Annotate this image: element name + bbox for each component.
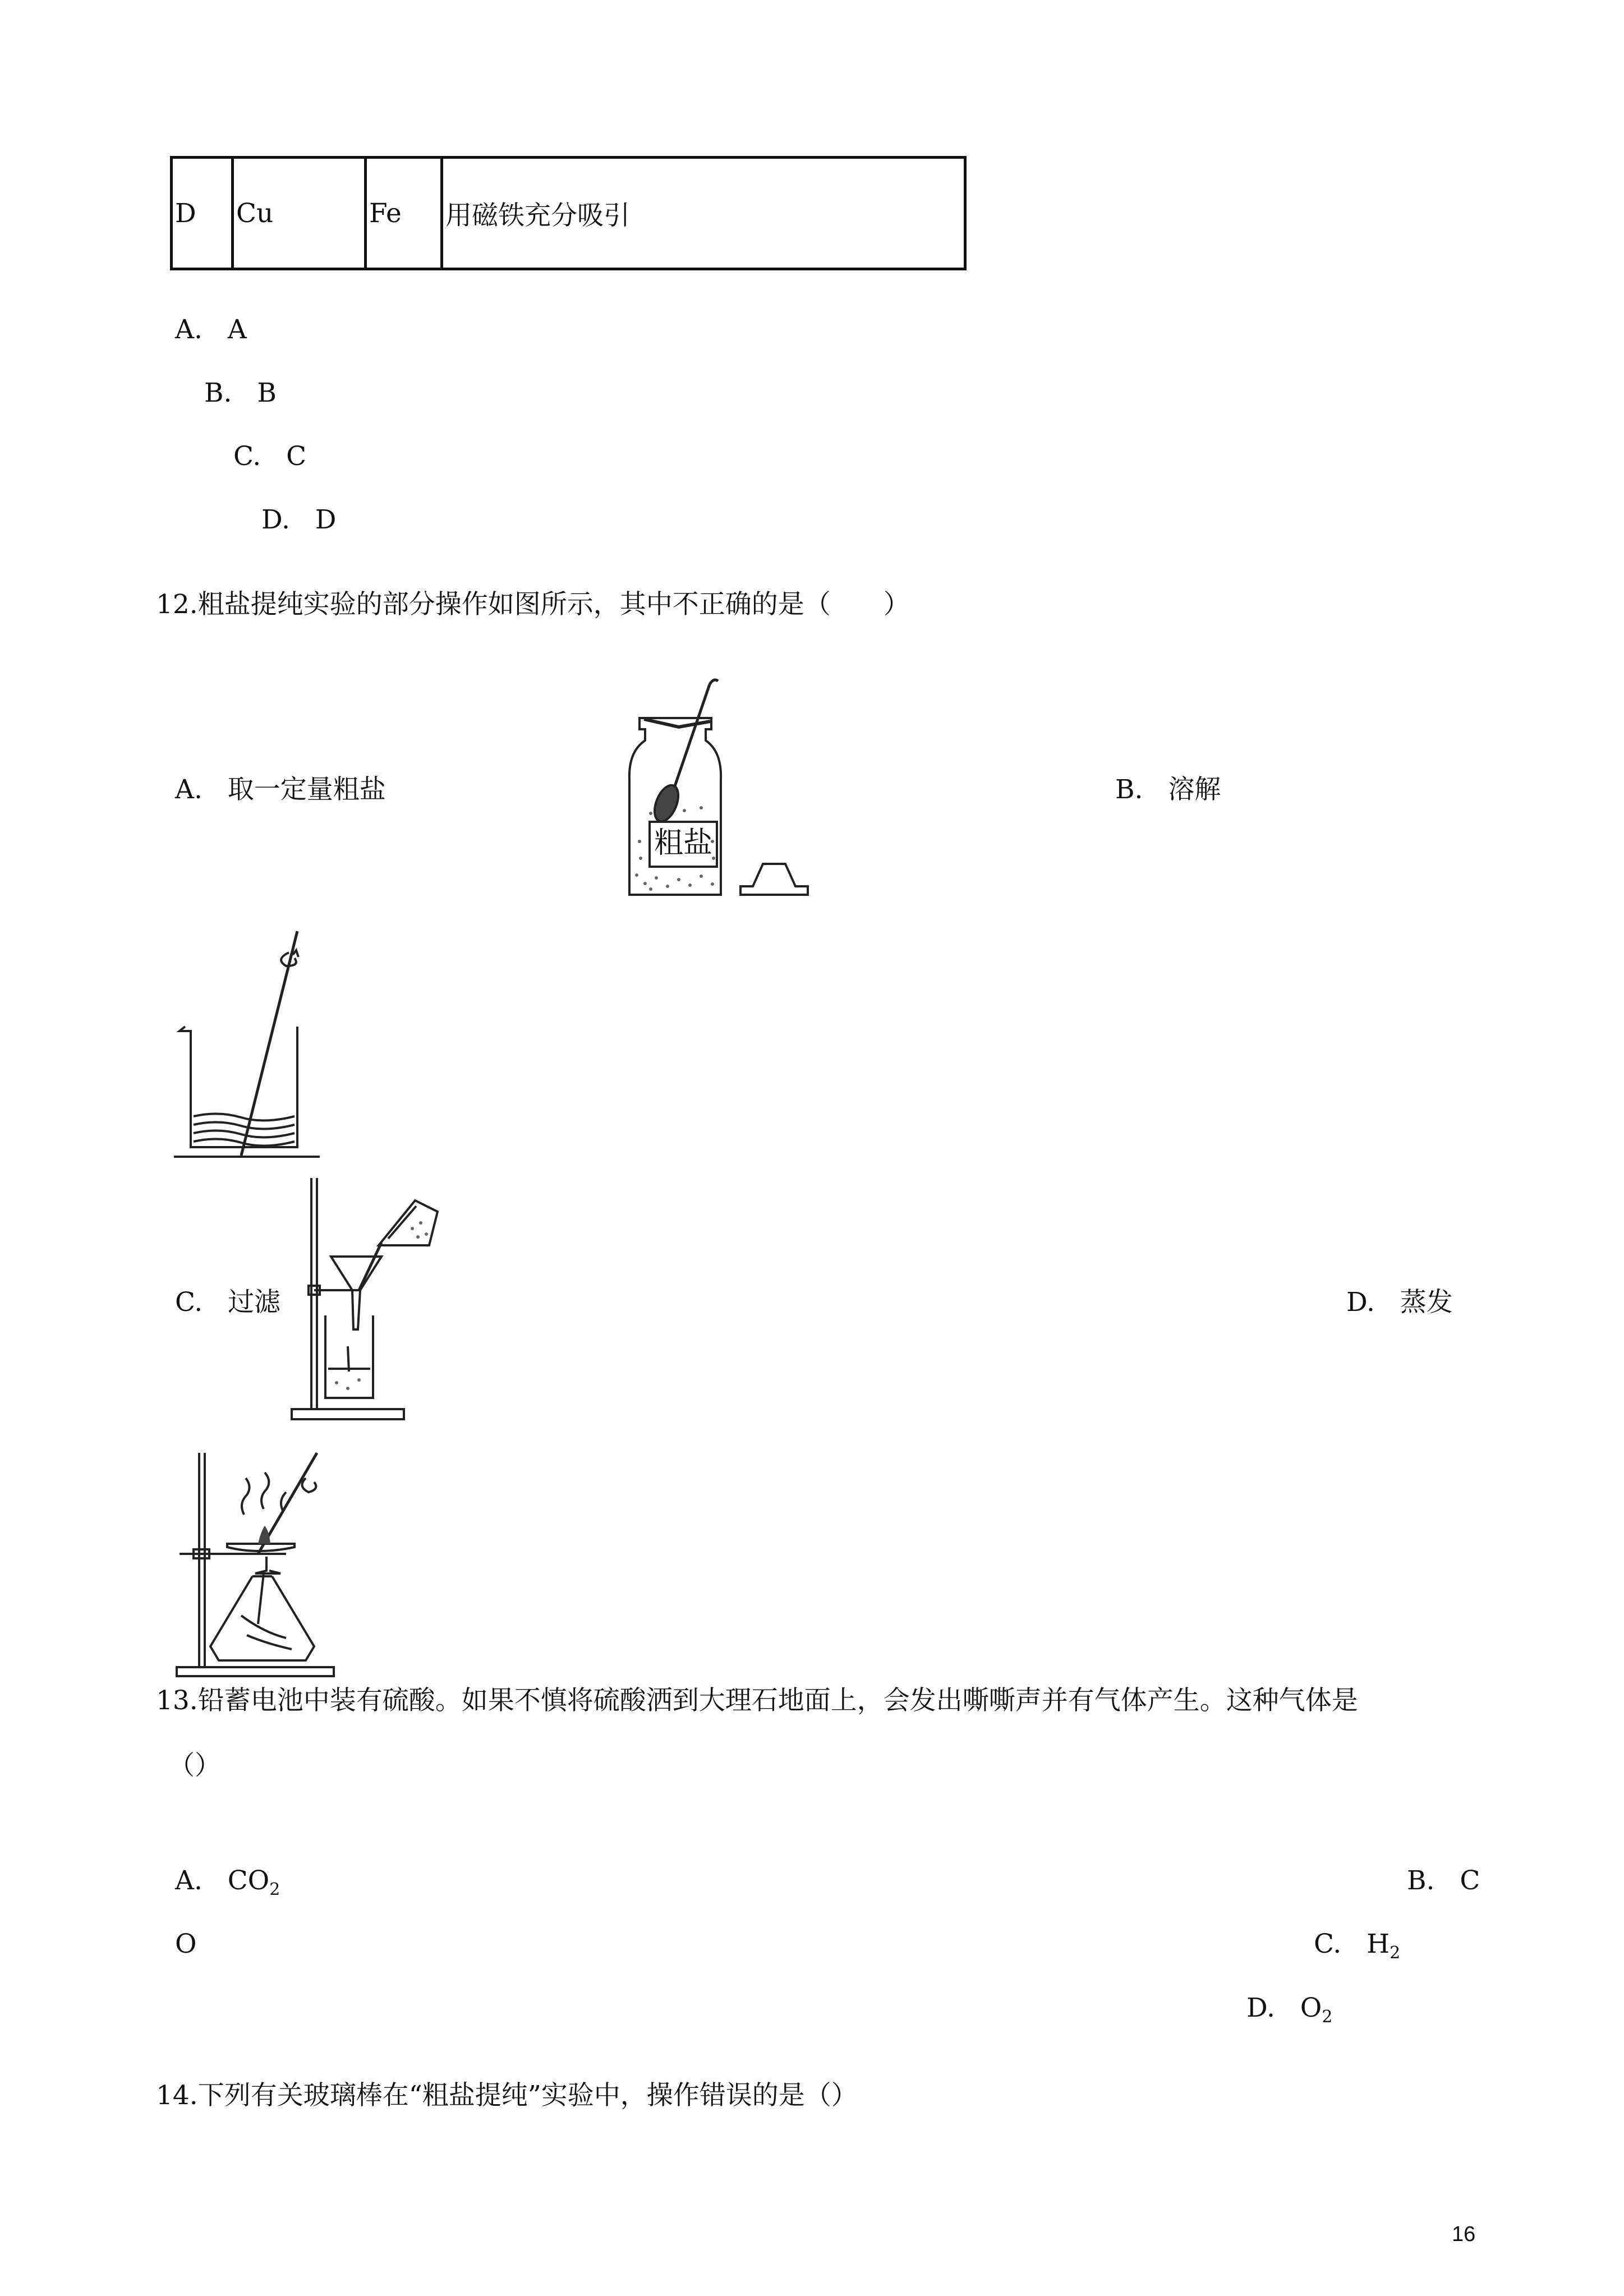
- q13-stem-line1: 13.铅蓄电池中装有硫酸。如果不慎将硫酸洒到大理石地面上，会发出嘶嘶声并有气体产生。这种气体是: [156, 1685, 1358, 1716]
- q13-option-d[interactable]: D. $O_2$: [1246, 1993, 1333, 2027]
- q12-option-c[interactable]: C. 过滤: [175, 1287, 281, 1318]
- q11-option-c[interactable]: C. C: [233, 441, 307, 472]
- table-cell-method: 用磁铁充分吸引: [442, 158, 965, 269]
- evaporation-figure: [174, 1447, 342, 1677]
- table-cell-substance: Cu: [233, 158, 366, 269]
- table-cell-option: D: [172, 158, 233, 269]
- jar-label: 粗盐: [654, 826, 713, 860]
- page-number: 16: [1452, 2223, 1476, 2246]
- q12-option-d[interactable]: D. 蒸发: [1346, 1287, 1453, 1318]
- q11-option-a[interactable]: A. A: [175, 314, 247, 345]
- filtration-figure: [292, 1178, 454, 1425]
- q12-option-a[interactable]: A. 取一定量粗盐: [175, 774, 386, 805]
- q12-stem: 12.粗盐提纯实验的部分操作如图所示，其中不正确的是（ ）: [156, 589, 910, 620]
- table-cell-impurity: Fe: [366, 158, 442, 269]
- answer-table: [170, 156, 967, 270]
- q14-stem: 14.下列有关玻璃棒在“粗盐提纯”实验中，操作错误的是（）: [156, 2080, 858, 2111]
- dissolving-beaker-figure: [174, 926, 320, 1161]
- q13-option-b[interactable]: B. C: [1407, 1865, 1480, 1896]
- q11-option-b[interactable]: B. B: [204, 378, 277, 408]
- q12-option-b[interactable]: B. 溶解: [1115, 774, 1221, 805]
- q13-option-c[interactable]: C. $H_2$: [1314, 1929, 1401, 1963]
- q13-option-a[interactable]: A. $CO_2$: [175, 1865, 280, 1899]
- q13-stem-line2: （）: [168, 1750, 221, 1781]
- table-row: [172, 158, 965, 269]
- salt-jar-figure: [617, 673, 830, 903]
- q11-option-d[interactable]: D. D: [261, 504, 337, 535]
- q13-option-b-continued: O: [175, 1929, 197, 1959]
